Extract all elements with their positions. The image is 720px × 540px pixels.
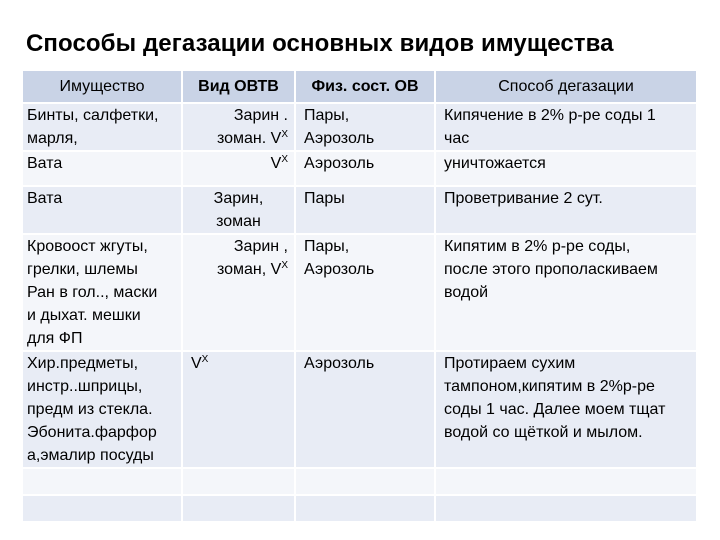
table-row [23, 235, 698, 352]
cell-agent: $V^X$ [183, 352, 296, 469]
table-row [23, 352, 698, 469]
header-physical-state: Физ. сост. ОВ [296, 71, 436, 104]
table-header-row [23, 71, 698, 104]
cell-method: Кипячение в 2% р-ре соды 1 час [436, 104, 698, 152]
cell-agent: Зарин . зоман. $V^X$ [183, 104, 296, 152]
cell-property: Кровоост жгуты, грелки, шлемы Ран в гол.., маски и дыхат. мешки для ФП [23, 235, 183, 352]
empty-row [23, 469, 698, 496]
cell-method: уничтожается [436, 152, 698, 187]
cell-agent: $V^X$ [183, 152, 296, 187]
cell-state: Пары, Аэрозоль [296, 104, 436, 152]
cell-agent: Зарин, зоман [183, 187, 296, 235]
cell-agent: Зарин , зоман, $V^X$ [183, 235, 296, 352]
header-degassing-method: Способ дегазации [436, 71, 698, 104]
cell-property: Вата [23, 152, 183, 187]
cell-state: Аэрозоль [296, 352, 436, 469]
cell-state: Пары, Аэрозоль [296, 235, 436, 352]
cell-state: Пары [296, 187, 436, 235]
cell-property: Хир.предметы, инстр..шприцы, предм из стекла. Эбонита.фарфор а,эмалир посуды [23, 352, 183, 469]
header-agent-type: Вид ОВТВ [183, 71, 296, 104]
empty-row [23, 496, 698, 523]
table-row [23, 187, 698, 235]
cell-method: Кипятим в 2% р-ре соды, после этого прополаскиваем водой [436, 235, 698, 352]
cell-method: Проветривание 2 сут. [436, 187, 698, 235]
degassing-table [23, 71, 698, 523]
cell-state: Аэрозоль [296, 152, 436, 187]
cell-property: Вата [23, 187, 183, 235]
slide-title: Способы дегазации основных видов имущества [26, 30, 614, 57]
header-property: Имущество [23, 71, 183, 104]
cell-property: Бинты, салфетки, марля, [23, 104, 183, 152]
table-row [23, 152, 698, 187]
cell-method: Протираем сухим тампоном,кипятим в 2%р-ре соды 1 час. Далее моем тщат водой со щёткой и мылом. [436, 352, 698, 469]
table-row [23, 104, 698, 152]
